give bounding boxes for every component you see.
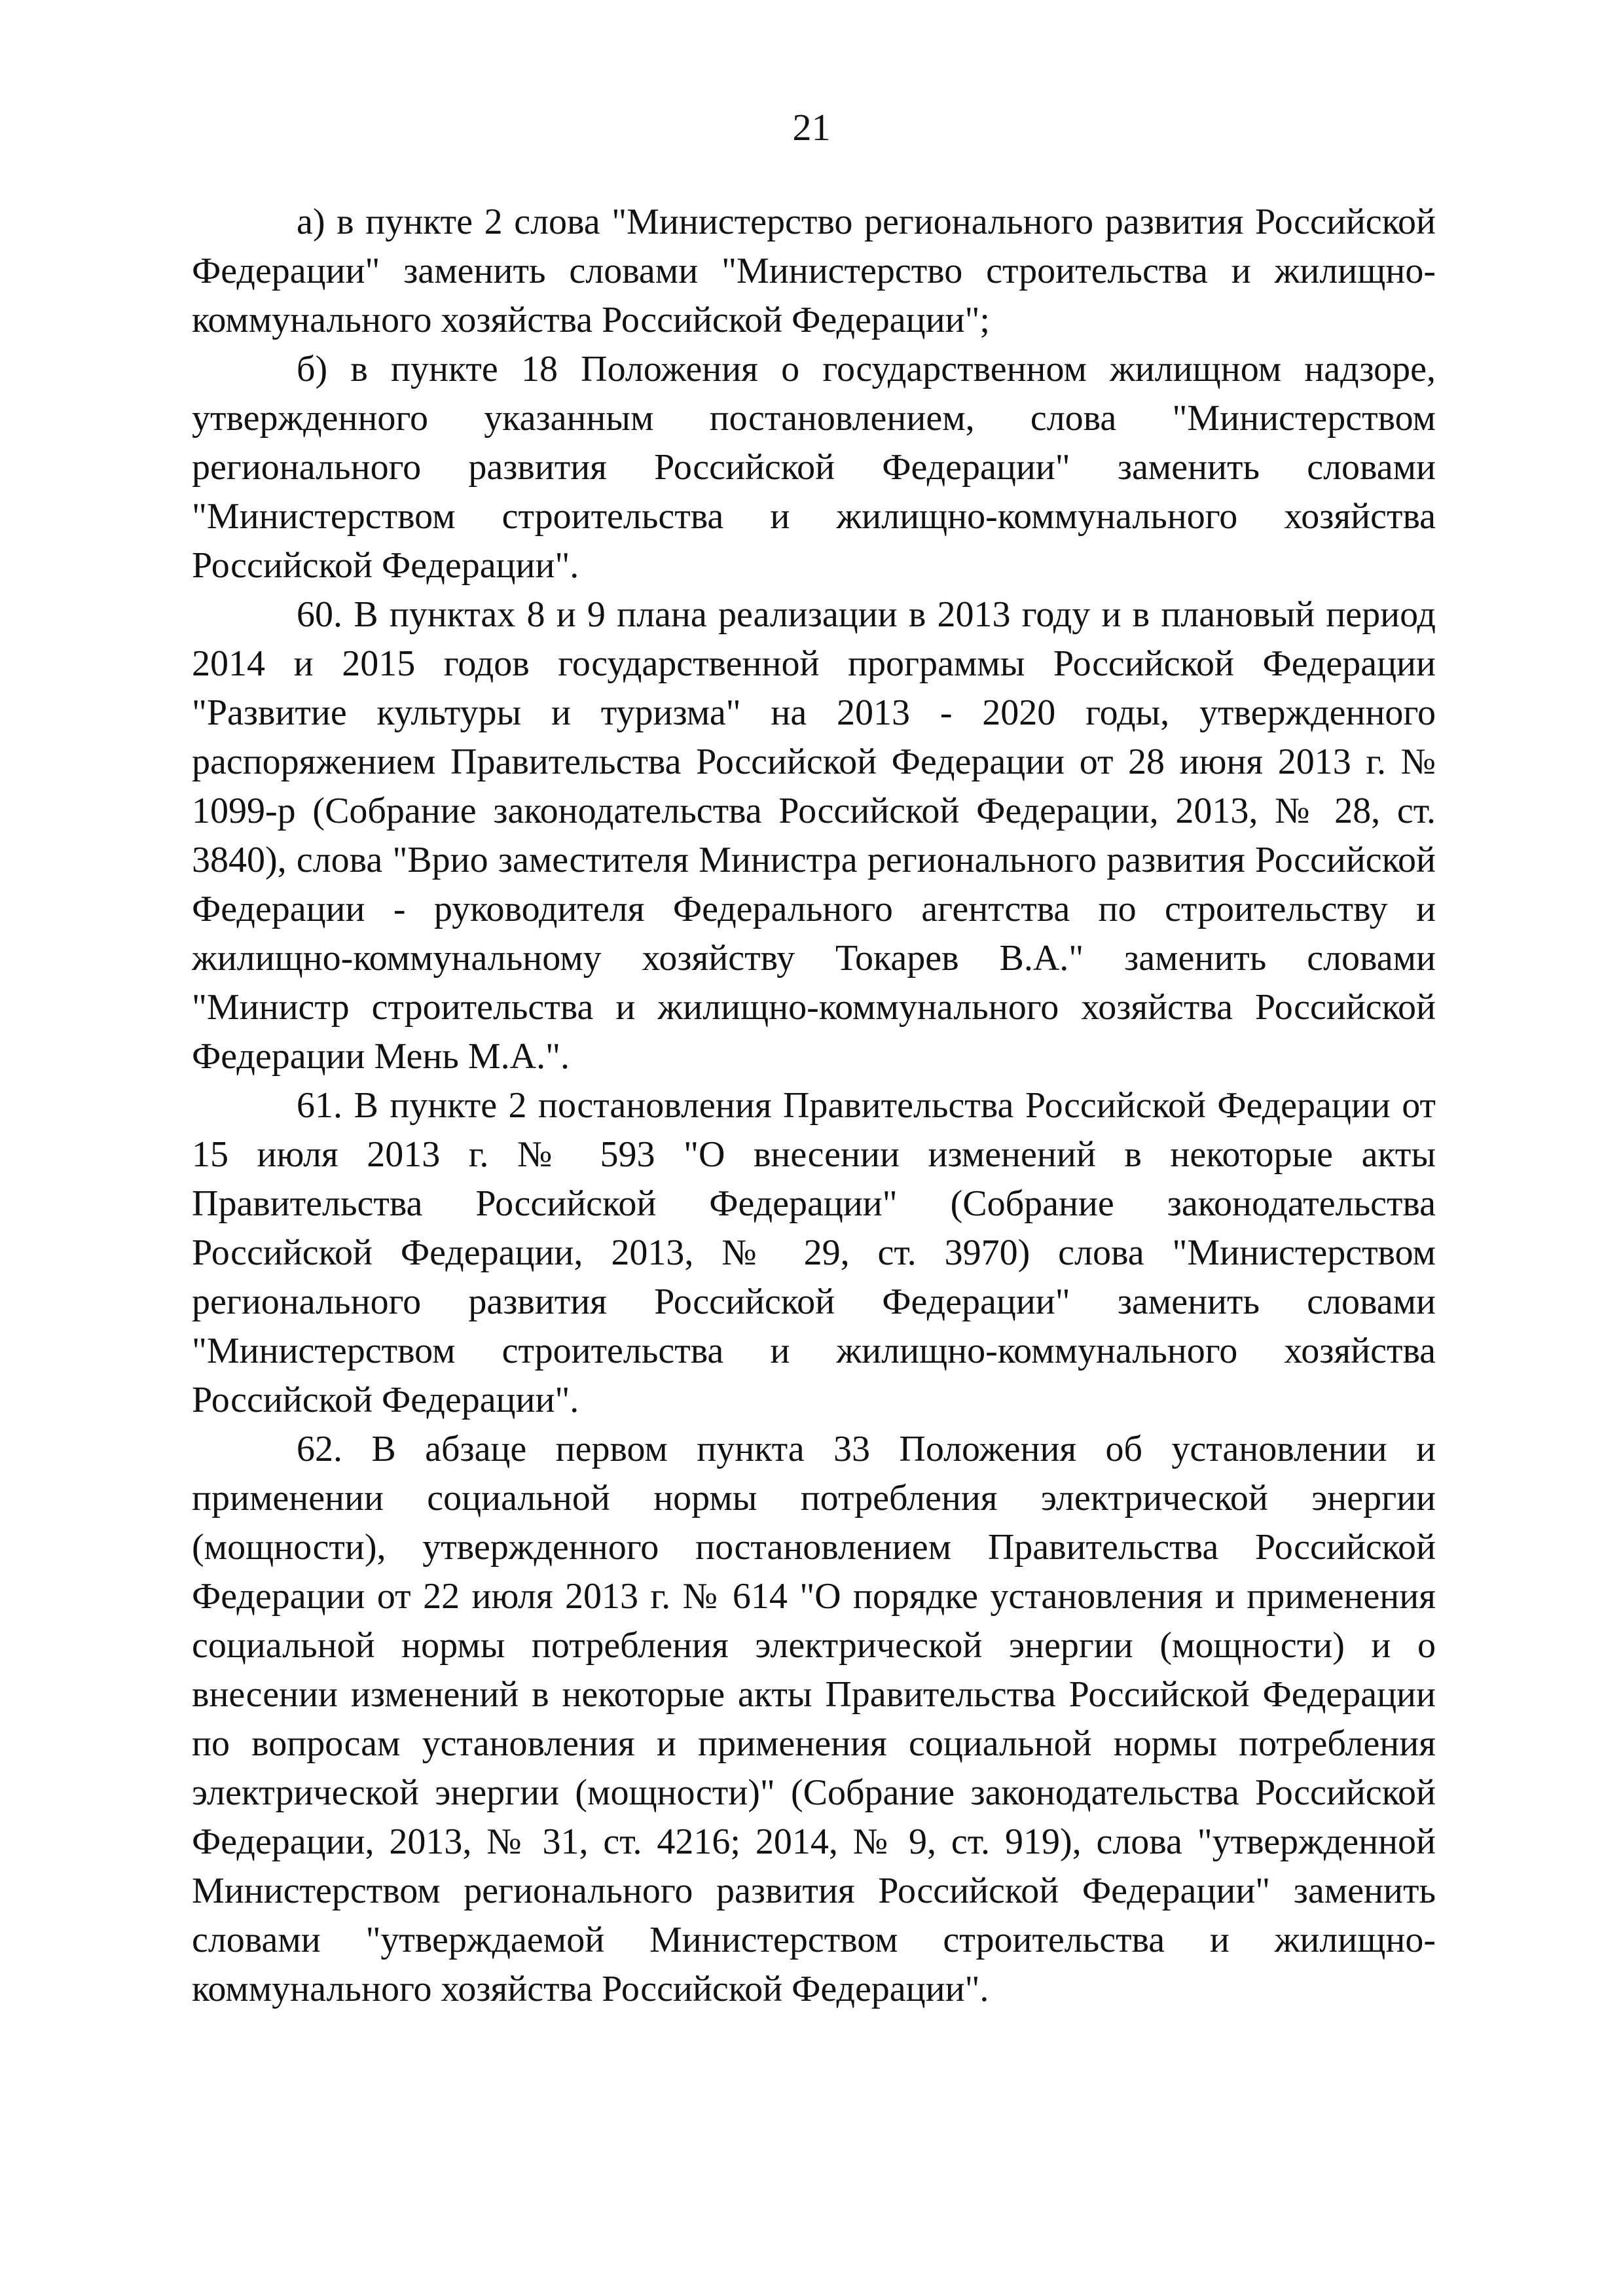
paragraph-60: 60. В пунктах 8 и 9 плана реализации в 2013 году и в плановый период 2014 и 2015 годов государственной программы Российской Федерации "Развитие культуры и туризма" на 2013 - 2020 годы, утвержденного распоряжением Правительства Российской Федерации от 28 июня 2013 г. № 1099-р (Собрание законодательства Российской Федерации, 2013, № 28, ст. 3840), слова "Врио заместителя Министра регионального развития Российской Федерации - руководителя Федерального агентства по строительству и жилищно-коммунальному хозяйству Токарев В.А." заменить словами "Министр строительства и жилищно-коммунального хозяйства Российской Федерации Мень М.А.".: [192, 594, 1436, 1077]
paragraph-61: 61. В пункте 2 постановления Правительства Российской Федерации от 15 июля 2013 г. № 593 "О внесении изменений в некоторые акты Правительства Российской Федерации" (Собрание законодательства Российской Федерации, 2013, № 29, ст. 3970) слова "Министерством регионального развития Российской Федерации" заменить словами "Министерством строительства и жилищно-коммунального хозяйства Российской Федерации".: [192, 1085, 1436, 1420]
page-number: 21: [792, 106, 831, 149]
paragraph-b: б) в пункте 18 Положения о государственном жилищном надзоре, утвержденного указанным постановлением, слова "Министерством регионального развития Российской Федерации" заменить словами "Министерством строительства и жилищно-коммунального хозяйства Российской Федерации".: [192, 349, 1436, 586]
paragraph-62: 62. В абзаце первом пункта 33 Положения об установлении и применении социальной нормы потребления электрической энергии (мощности), утвержденного постановлением Правительства Российской Федерации от 22 июля 2013 г. № 614 "О порядке установления и применения социальной нормы потребления электрической энергии (мощности) и о внесении изменений в некоторые акты Правительства Российской Федерации по вопросам установления и применения социальной нормы потребления электрической энергии (мощности)" (Собрание законодательства Российской Федерации, 2013, № 31, ст. 4216; 2014, № 9, ст. 919), слова "утвержденной Министерством регионального развития Российской Федерации" заменить словами "утверждаемой Министерством строительства и жилищно-коммунального хозяйства Российской Федерации".: [192, 1429, 1436, 2009]
document-body: [192, 198, 1436, 2014]
paragraph-a: а) в пункте 2 слова "Министерство регионального развития Российской Федерации" заменить словами "Министерство строительства и жилищно-коммунального хозяйства Российской Федерации";: [192, 202, 1436, 340]
